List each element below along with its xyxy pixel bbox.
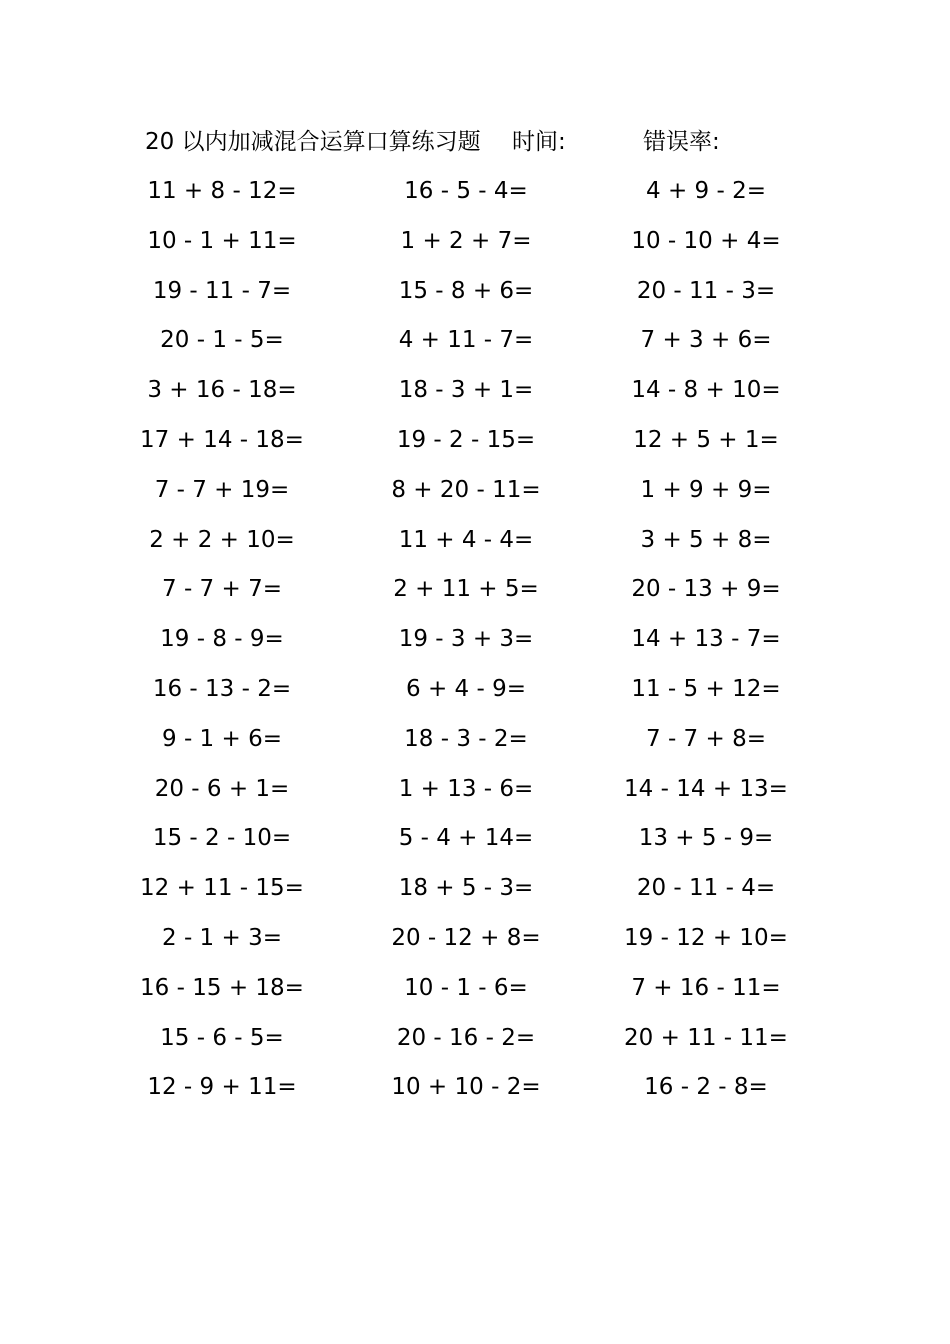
- math-problem: 2 + 11 + 5=: [393, 576, 539, 603]
- math-problem: 11 + 8 - 12=: [147, 178, 297, 204]
- problem-row: [0, 1017, 950, 1067]
- problem-row: [0, 718, 950, 768]
- math-problem: 20 - 11 - 3=: [636, 277, 776, 304]
- math-problem: 18 - 3 - 2=: [404, 725, 528, 752]
- math-problem: 15 - 6 - 5=: [160, 1024, 284, 1051]
- math-problem: 19 - 8 - 9=: [160, 626, 284, 653]
- problem-row: [0, 867, 950, 917]
- math-problem: 17 + 14 - 18=: [140, 426, 304, 453]
- math-problem: 10 - 10 + 4=: [631, 227, 781, 254]
- math-problem: 19 - 2 - 15=: [396, 426, 536, 453]
- math-problem: 6 + 4 - 9=: [406, 675, 526, 702]
- worksheet-header: [145, 122, 845, 162]
- problem-row: [0, 817, 950, 867]
- problem-row: [0, 568, 950, 618]
- math-problem: 16 - 13 - 2=: [152, 675, 292, 702]
- problem-grid: [0, 170, 950, 1116]
- math-problem: 15 - 8 + 6=: [398, 277, 534, 304]
- math-problem: 10 + 10 - 2=: [391, 1074, 541, 1101]
- math-problem: 18 + 5 - 3=: [398, 875, 534, 902]
- math-problem: 12 - 9 + 11=: [147, 1074, 297, 1101]
- math-problem: 3 + 5 + 8=: [640, 526, 772, 553]
- math-problem: 16 - 15 + 18=: [140, 974, 304, 1001]
- math-problem: 5 - 4 + 14=: [398, 825, 534, 852]
- math-problem: 7 - 7 + 19=: [154, 476, 290, 503]
- math-problem: 14 + 13 - 7=: [631, 626, 781, 653]
- math-problem: 12 + 11 - 15=: [140, 875, 304, 902]
- problem-row: [0, 220, 950, 270]
- worksheet-title: 20 以内加减混合运算口算练习题: [145, 129, 481, 155]
- math-problem: 14 - 8 + 10=: [631, 377, 781, 404]
- math-problem: 14 - 14 + 13=: [624, 775, 788, 802]
- math-problem: 19 - 11 - 7=: [152, 277, 292, 304]
- math-problem: 12 + 5 + 1=: [633, 426, 779, 453]
- math-problem: 3 + 16 - 18=: [147, 377, 297, 404]
- math-problem: 20 + 11 - 11=: [624, 1024, 788, 1051]
- problem-row: [0, 618, 950, 668]
- math-problem: 7 - 7 + 8=: [646, 725, 766, 752]
- problem-row: [0, 419, 950, 469]
- math-problem: 16 - 2 - 8=: [644, 1074, 768, 1101]
- error-rate-label: 错误率:: [643, 129, 720, 155]
- math-problem: 10 - 1 + 11=: [147, 227, 297, 254]
- math-problem: 20 - 12 + 8=: [391, 924, 541, 951]
- math-problem: 9 - 1 + 6=: [162, 725, 282, 752]
- math-problem: 8 + 20 - 11=: [391, 476, 541, 503]
- problem-row: [0, 170, 950, 220]
- math-problem: 13 + 5 - 9=: [638, 825, 774, 852]
- math-problem: 2 + 2 + 10=: [149, 526, 295, 553]
- math-problem: 18 - 3 + 1=: [398, 377, 534, 404]
- math-problem: 1 + 2 + 7=: [400, 227, 532, 254]
- math-problem: 19 - 12 + 10=: [624, 924, 788, 951]
- math-problem: 1 + 13 - 6=: [398, 775, 534, 802]
- problem-row: [0, 917, 950, 967]
- math-problem: 4 + 11 - 7=: [398, 327, 534, 354]
- math-problem: 15 - 2 - 10=: [152, 825, 292, 852]
- problem-row: [0, 1066, 950, 1116]
- math-problem: 20 - 1 - 5=: [160, 327, 284, 354]
- math-problem: 7 + 3 + 6=: [640, 327, 772, 354]
- math-problem: 4 + 9 - 2=: [646, 178, 766, 204]
- math-problem: 2 - 1 + 3=: [162, 924, 282, 951]
- math-problem: 20 - 11 - 4=: [636, 875, 776, 902]
- math-problem: 20 - 16 - 2=: [396, 1024, 536, 1051]
- problem-row: [0, 369, 950, 419]
- math-problem: 7 + 16 - 11=: [631, 974, 781, 1001]
- math-problem: 19 - 3 + 3=: [398, 626, 534, 653]
- problem-row: [0, 519, 950, 569]
- math-problem: 20 - 6 + 1=: [154, 775, 290, 802]
- problem-row: [0, 319, 950, 369]
- math-problem: 11 + 4 - 4=: [398, 526, 534, 553]
- problem-row: [0, 469, 950, 519]
- math-problem: 11 - 5 + 12=: [631, 675, 781, 702]
- math-problem: 10 - 1 - 6=: [404, 974, 528, 1001]
- math-problem: 7 - 7 + 7=: [162, 576, 282, 603]
- problem-row: [0, 768, 950, 818]
- problem-row: [0, 668, 950, 718]
- time-label: 时间:: [512, 129, 566, 155]
- math-problem: 1 + 9 + 9=: [640, 476, 772, 503]
- math-problem: 20 - 13 + 9=: [631, 576, 781, 603]
- math-problem: 16 - 5 - 4=: [404, 178, 528, 204]
- problem-row: [0, 967, 950, 1017]
- problem-row: [0, 270, 950, 320]
